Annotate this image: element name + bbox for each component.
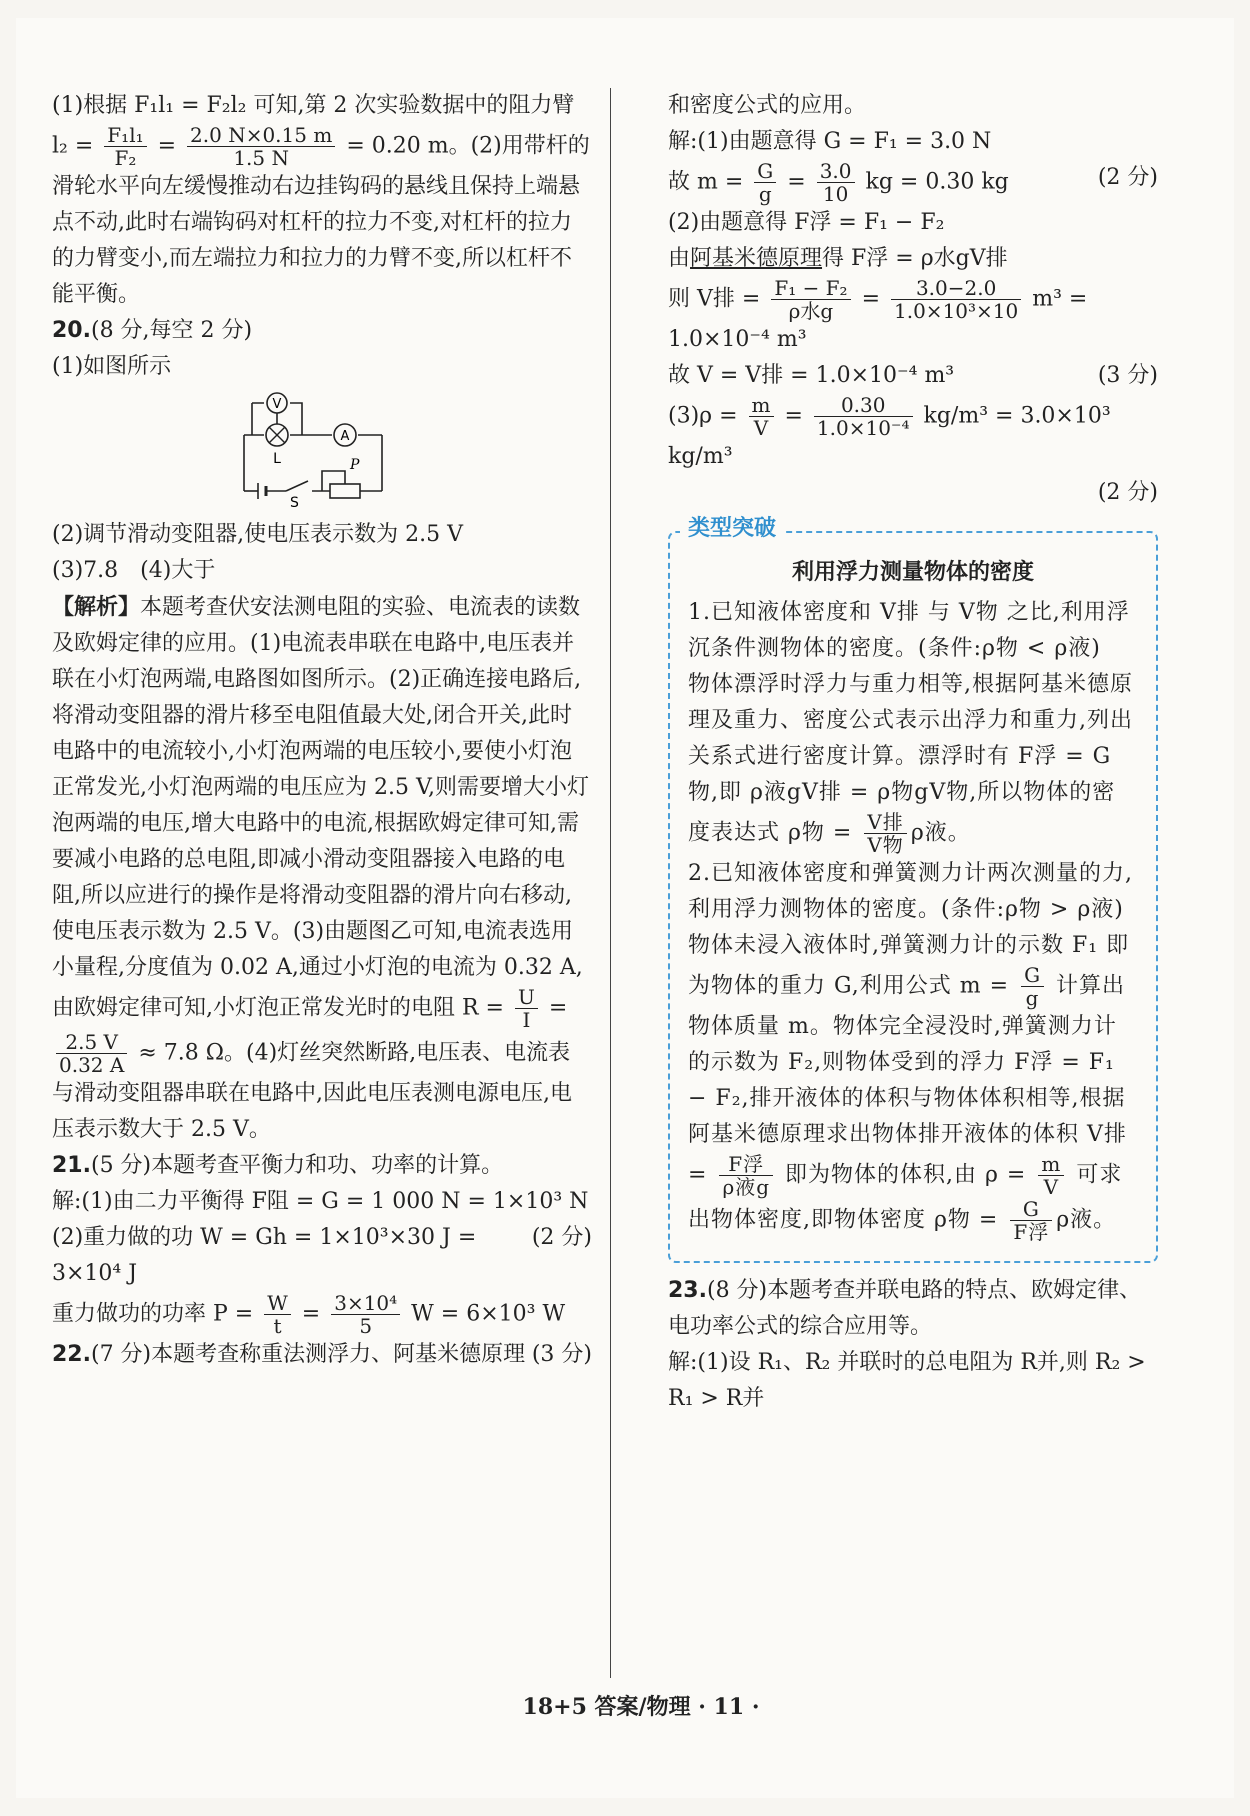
frac-den: 1.0×10⁻⁴ xyxy=(816,416,910,440)
box-fraction-1 xyxy=(864,811,906,856)
q23-head-text: (8 分)本题考查并联电路的特点、欧姆定律、电功率公式的综合应用等。 xyxy=(668,1278,1142,1339)
q20-answer-1: (1)如图所示 xyxy=(52,354,172,379)
box-fraction-5 xyxy=(1010,1198,1052,1243)
box-p4-text-d: 可求出物体密度,即物体密度 ρ物 = xyxy=(688,1162,1123,1233)
frac-num: F₁l₁ xyxy=(104,124,146,147)
q21-step-1-text: 解:(1)由二力平衡得 F阻 = G = 1 000 N = 1×10³ N xyxy=(52,1189,589,1214)
box-method-2: 2.已知液体密度和弹簧测力计两次测量的力,利用浮力测物体的密度。(条件:ρ物 > ρ液) xyxy=(688,861,1133,922)
frac-num: 3.0−2.0 xyxy=(891,277,1021,300)
box-method-1-detail xyxy=(688,667,1138,856)
q20-head-text: (8 分,每空 2 分) xyxy=(90,318,253,343)
q20-fraction-2 xyxy=(56,1031,127,1076)
q19-text-1: (1)根据 F₁l₁ = F₂l₂ 可知,第 2 次实验数据中的阻力臂 l₂ = xyxy=(52,93,575,159)
box-method-1: 1.已知液体密度和 V排 与 V物 之比,利用浮沉条件测物体的密度。(条件:ρ物 < ρ液) xyxy=(688,600,1130,661)
frac-num: m xyxy=(749,394,774,417)
box-method-2-detail xyxy=(688,928,1138,1243)
box-title: 利用浮力测量物体的密度 xyxy=(791,560,1034,585)
q19-fraction-1 xyxy=(104,124,146,169)
frac-den: ρ水g xyxy=(788,299,834,323)
q22-step-6 xyxy=(668,358,1158,394)
column-divider xyxy=(610,88,611,1678)
ammeter-label: A xyxy=(340,429,350,444)
q20-number: 20. xyxy=(52,318,91,343)
q21-step-3-text: 重力做功的功率 P = xyxy=(52,1301,254,1327)
frac-den: 5 xyxy=(359,1314,373,1338)
right-column xyxy=(668,88,1158,1417)
q22-step-2-text: 故 m = xyxy=(668,169,744,195)
rheostat-label: P xyxy=(350,457,360,473)
q20-answer-2: (2)调节滑动变阻器,使电压表示数为 2.5 V xyxy=(52,522,464,547)
q22-step-7-result: kg/m³ = 3.0×10³ kg/m³ xyxy=(668,403,1111,469)
q22-step-5-text: 则 V排 = xyxy=(668,286,761,312)
frac-den: 10 xyxy=(822,182,849,206)
frac-num: F浮 xyxy=(719,1153,773,1176)
score: (3 分) xyxy=(531,1342,592,1367)
archimedes-principle-term: 阿基米德原理 xyxy=(690,246,823,271)
box-p4-text-b: 计算出物体质量 m。物体完全浸没时,弹簧测力计的示数为 F₂,则物体受到的浮力 F浮 = F₁ − F₂,排开液体的体积与物体体积相等,根据阿基米德原理求出物体排开液体的体积 V排 = xyxy=(688,973,1127,1188)
q20-heading xyxy=(52,313,592,349)
frac-den: 0.32 A xyxy=(59,1053,125,1077)
voltmeter-label: V xyxy=(272,397,282,412)
q22-fraction-4 xyxy=(891,277,1021,322)
q21-fraction-1 xyxy=(264,1292,291,1337)
q21-fraction-2 xyxy=(331,1292,400,1337)
q22-step-5-result: m³ = 1.0×10⁻⁴ m³ xyxy=(668,286,1088,352)
q23-number: 23. xyxy=(668,1278,707,1303)
left-column xyxy=(52,88,592,1373)
q22-continued: 和密度公式的应用。 xyxy=(668,93,867,118)
q22-step-7-text: (3)ρ = xyxy=(668,403,738,429)
q22-number: 22. xyxy=(52,1342,91,1367)
box-p4-text-a: 物体未浸入液体时,弹簧测力计的示数 F₁ 即为物体的重力 G,利用公式 m = xyxy=(688,933,1130,999)
frac-num: V排 xyxy=(864,811,906,834)
frac-num: 3.0 xyxy=(817,160,855,183)
frac-num: m xyxy=(1038,1153,1064,1176)
frac-num: F₁ − F₂ xyxy=(771,277,850,300)
frac-num: G xyxy=(1010,1198,1052,1221)
q20-answer-3: (3)7.8 (4)大于 xyxy=(52,558,216,583)
score: (2 分) xyxy=(531,1225,592,1250)
q23-step-1: 解:(1)设 R₁、R₂ 并联时的总电阻为 R并,则 R₂ > R₁ > R并 xyxy=(668,1350,1146,1411)
q22-fraction-2 xyxy=(817,160,855,205)
frac-num: U xyxy=(515,986,538,1009)
box-p2-end: ρ液。 xyxy=(910,820,971,846)
box-tag: 类型突破 xyxy=(680,511,784,547)
q22-step-4 xyxy=(668,241,1158,277)
analysis-tag: 【解析】 xyxy=(52,594,141,620)
score: (3 分) xyxy=(1097,363,1158,388)
q21-step-1 xyxy=(52,1184,592,1250)
frac-den: V物 xyxy=(867,833,904,857)
lamp-icon xyxy=(266,424,288,467)
frac-den: ρ液g xyxy=(722,1175,770,1199)
ammeter-icon xyxy=(334,424,356,446)
q22-step-6-text: 故 V = V排 = 1.0×10⁻⁴ m³ xyxy=(668,363,955,388)
score: (2 分) xyxy=(1097,480,1158,505)
q21-heading xyxy=(52,1148,592,1184)
q22-step-2: 故 m = $\frac{G}{g}$ = $\frac{3.0}{10}$ kg = 0.30 kg (2 分) xyxy=(668,159,1158,206)
q22-fraction-6 xyxy=(814,394,913,439)
frac-num: 2.0 N×0.15 m xyxy=(187,124,335,147)
answer-page xyxy=(16,18,1234,1798)
q19-fraction-2 xyxy=(187,124,335,169)
frac-num: 2.5 V xyxy=(56,1031,127,1054)
q21-step-3-result: W = 6×10³ W xyxy=(411,1301,566,1327)
q19-answer: (1)根据 F₁l₁ = F₂l₂ 可知,第 2 次实验数据中的阻力臂 l₂ = $\frac{\text{F₁l₁}}{\text{F₂}}$ = $\frac{2.0 N\times 0.15 m}{1.5 N}$ = 0.20 m。(2)用带杆的滑轮水平向左缓慢推动右边挂钩码的悬线且保持上端悬点不动,此时右端钩码对杠杆的拉力不变,对杠杆的拉力的力臂变小,而左端拉力和拉力的力臂不变,所以杠杆不能平衡。 xyxy=(52,93,590,307)
frac-num: 3×10⁴ xyxy=(331,1292,400,1315)
q21-step-2: (2)重力做的功 W = Gh = 1×10³×30 J = 3×10⁴ J xyxy=(52,1225,477,1286)
frac-den: V xyxy=(753,416,769,440)
q20-analysis-text: 本题考查伏安法测电阻的实验、电流表的读数及欧姆定律的应用。(1)电流表串联在电路中,电压表并联在小灯泡两端,电路图如图所示。(2)正确连接电路后,将滑动变阻器的滑片移至电阻值最大处,闭合开关,此时电路中的电流较小,小灯泡两端的电压较小,要使小灯泡正常发光,小灯泡两端的电压应为 2.5 V,则需要增大小灯泡两端的电压,增大电路中的电流,根据欧姆定律可知,需要减小电路的总电阻,即减小滑动变阻器接入电路的电阻,所以应进行的操作是将滑动变阻器的滑片向右移动,使电压表示数为 2.5 V。(3)由题图乙可知,电流表选用小量程,分度值为 0.02 A,通过小灯泡的电流为 0.32 A,由欧姆定律可知,小灯泡正常发光时的电阻 R = xyxy=(52,595,590,1021)
page-footer: 18+5 答案/物理 · 11 · xyxy=(522,1694,760,1720)
q20-analysis-text-2: ≈ 7.8 Ω。(4)灯丝突然断路,电压表、电流表与滑动变阻器串联在电路中,因此电压表测电源电压,电压表示数大于 2.5 V。 xyxy=(52,1040,572,1142)
q21-head-text: (5 分)本题考查平衡力和功、功率的计算。 xyxy=(90,1153,504,1178)
frac-den: I xyxy=(522,1008,531,1032)
q19-text-2: = 0.20 m。(2)用带杆的滑轮水平向左缓慢推动右边挂钩码的悬线且保持上端悬点不动,此时右端钩码对杠杆的拉力不变,对杠杆的拉力的力臂变小,而左端拉力和拉力的力臂不变,所以杠杆不能平衡。 xyxy=(52,133,590,307)
voltmeter-icon xyxy=(267,393,287,413)
score: (2 分) xyxy=(1097,165,1158,190)
q22-fraction-5 xyxy=(749,394,774,439)
q22-step-1: 解:(1)由题意得 G = F₁ = 3.0 N xyxy=(668,129,992,154)
frac-den: g xyxy=(1025,986,1040,1010)
box-p2-text: 物体漂浮时浮力与重力相等,根据阿基米德原理及重力、密度公式表示出浮力和重力,列出关系式进行密度计算。漂浮时有 F浮 = G物,即 ρ液gV排 = ρ物gV物,所以物体的密度表达式 ρ物 = xyxy=(688,672,1133,846)
frac-num: G xyxy=(754,160,776,183)
q21-number: 21. xyxy=(52,1153,91,1178)
circuit-diagram xyxy=(232,391,392,509)
frac-den: F₂ xyxy=(114,146,137,170)
box-fraction-2 xyxy=(1021,964,1044,1009)
lamp-label: L xyxy=(273,451,281,467)
frac-num: G xyxy=(1021,964,1044,987)
q22-step-4-pre: 由 xyxy=(668,246,691,271)
box-p4-text-c: 即为物体的体积,由 ρ = xyxy=(785,1162,1027,1188)
q22-fraction-3 xyxy=(771,277,850,322)
q23-heading xyxy=(668,1273,1158,1345)
frac-num: 0.30 xyxy=(814,394,913,417)
frac-den: 1.0×10³×10 xyxy=(894,299,1019,323)
q20-analysis: 【解析】本题考查伏安法测电阻的实验、电流表的读数及欧姆定律的应用。(1)电流表串联在电路中,电压表并联在小灯泡两端,电路图如图所示。(2)正确连接电路后,将滑动变阻器的滑片移至电阻值最大处,闭合开关,此时电路中的电流较小,小灯泡两端的电压较小,要使小灯泡正常发光,小灯泡两端的电压应为 2.5 V,则需要增大小灯泡两端的电压,增大电路中的电流,根据欧姆定律可知,需要减小电路的总电阻,即减小滑动变阻器接入电路的电阻,所以应进行的操作是将滑动变阻器的滑片向右移动,使电压表示数为 2.5 V。(3)由题图乙可知,电流表选用小量程,分度值为 0.02 A,通过小灯泡的电流为 0.32 A,由欧姆定律可知,小灯泡正常发光时的电阻 R = $\frac{U}{I}$ = $\frac{2.5 V}{0.32 A}$ ≈ 7.8 Ω。(4)灯丝突然断路,电压表、电流表与滑动变阻器串联在电路中,因此电压表测电源电压,电压表示数大于 2.5 V。 xyxy=(52,594,590,1142)
q22-step-3: (2)由题意得 F浮 = F₁ − F₂ xyxy=(668,210,945,235)
q22-step-7: (3)ρ = $\frac{m}{V}$ = $\frac{0.30}{\text{1.0×10⁻⁴}}$ kg/m³ = 3.0×10³ kg/m³ xyxy=(668,393,1111,469)
q22-heading xyxy=(52,1337,592,1373)
box-p4-text-e: ρ液。 xyxy=(1056,1207,1117,1233)
frac-den: V xyxy=(1043,1175,1060,1199)
q22-step-4-post: 得 F浮 = ρ水gV排 xyxy=(822,246,1008,271)
frac-den: F浮 xyxy=(1013,1220,1050,1244)
q21-step-3: 重力做功的功率 P = $\frac{W}{t}$ = $\frac{\text{3×10⁴}}{5}$ W = 6×10³ W (3 分) xyxy=(52,1292,592,1337)
q22-head-text: (7 分)本题考查称重法测浮力、阿基米德原理 xyxy=(90,1342,526,1367)
frac-den: 1.5 N xyxy=(233,146,289,170)
q22-step-2-result: kg = 0.30 kg xyxy=(865,169,1009,195)
box-fraction-4 xyxy=(1038,1153,1064,1198)
box-fraction-3 xyxy=(719,1153,773,1198)
q22-fraction-1 xyxy=(754,160,776,205)
frac-num: W xyxy=(264,1292,291,1315)
q20-fraction-1 xyxy=(515,986,538,1031)
frac-den: g xyxy=(758,182,772,206)
q22-step-5: 则 V排 = $\frac{\text{F₁ − F₂}}{\text{ρ水g}}$ = $\frac{3.0-2.0}{\text{1.0×10³×10}}$ m³ = 1.0×10⁻⁴ m³ xyxy=(668,276,1088,352)
frac-den: t xyxy=(273,1314,282,1338)
type-breakthrough-box xyxy=(668,516,1158,1263)
switch-label: S xyxy=(290,495,299,509)
